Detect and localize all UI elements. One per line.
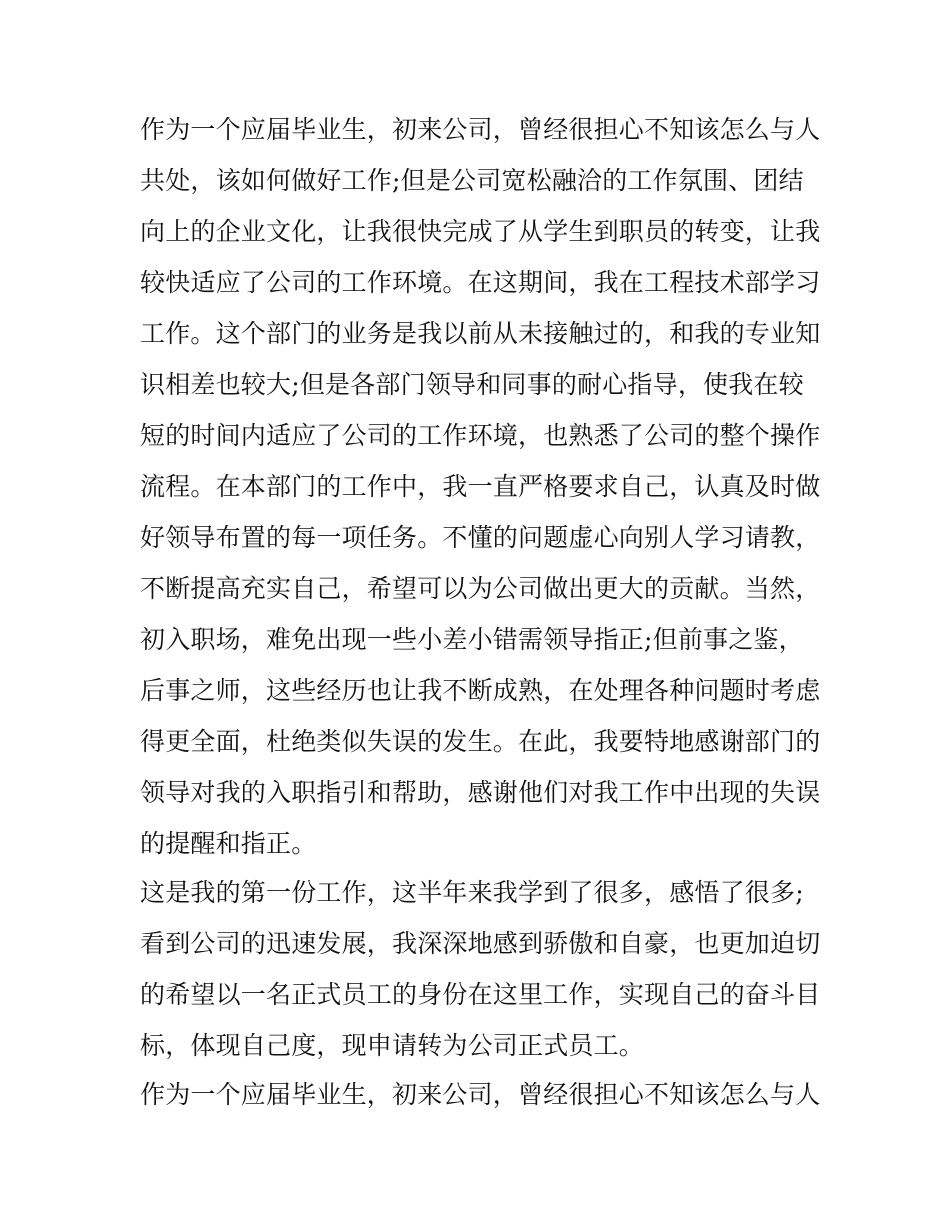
text-line: 得更全面，杜绝类似失误的发生。在此，我要特地感谢部门的 xyxy=(140,727,821,756)
text-line: 工作。这个部门的业务是我以前从未接触过的，和我的专业知 xyxy=(140,319,821,348)
text-line: 后事之师，这些经历也让我不断成熟，在处理各种问题时考虑 xyxy=(140,676,821,705)
text-line: 识相差也较大;但是各部门领导和同事的耐心指导，使我在较 xyxy=(140,370,804,399)
text-line: 短的时间内适应了公司的工作环境，也熟悉了公司的整个操作 xyxy=(140,421,821,450)
text-line: 共处，该如何做好工作;但是公司宽松融洽的工作氛围、团结 xyxy=(140,166,804,195)
text-line: 看到公司的迅速发展，我深深地感到骄傲和自豪，也更加迫切 xyxy=(140,929,821,958)
text-line: 不断提高充实自己，希望可以为公司做出更大的贡献。当然， xyxy=(140,574,821,603)
text-line: 领导对我的入职指引和帮助，感谢他们对我工作中出现的失误 xyxy=(140,778,821,807)
text-line: 的提醒和指正。 xyxy=(140,829,317,858)
text-line: 的希望以一名正式员工的身份在这里工作，实现自己的奋斗目 xyxy=(140,980,821,1009)
text-line: 较快适应了公司的工作环境。在这期间，我在工程技术部学习 xyxy=(140,268,821,297)
text-line: 流程。在本部门的工作中，我一直严格要求自己，认真及时做 xyxy=(140,472,821,501)
text-line: 这是我的第一份工作，这半年来我学到了很多，感悟了很多; xyxy=(140,878,804,907)
text-line: 作为一个应届毕业生，初来公司，曾经很担心不知该怎么与人 xyxy=(140,1080,821,1109)
text-line: 好领导布置的每一项任务。不懂的问题虚心向别人学习请教， xyxy=(140,523,821,552)
text-line: 向上的企业文化，让我很快完成了从学生到职员的转变，让我 xyxy=(140,217,821,246)
text-line: 标，体现自己度，现申请转为公司正式员工。 xyxy=(140,1031,645,1060)
text-line: 作为一个应届毕业生，初来公司，曾经很担心不知该怎么与人 xyxy=(140,115,821,144)
text-line: 初入职场，难免出现一些小差小错需领导指正;但前事之鉴， xyxy=(140,625,804,654)
